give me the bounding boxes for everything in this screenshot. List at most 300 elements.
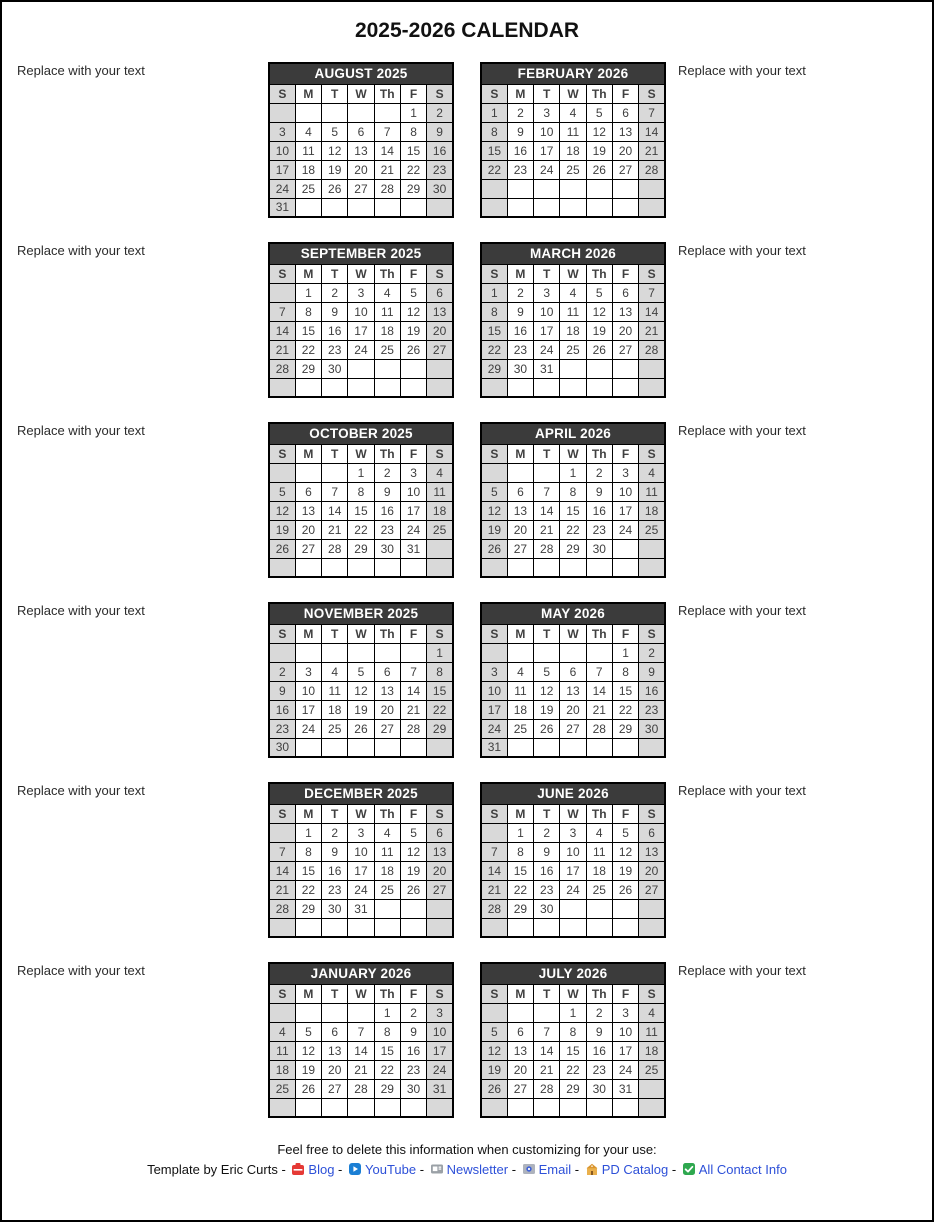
- day-cell: 28: [586, 719, 612, 738]
- day-header-cell: W: [560, 264, 586, 283]
- day-cell: 29: [507, 899, 533, 918]
- youtube-link[interactable]: YouTube: [365, 1162, 417, 1177]
- day-header-cell: S: [639, 984, 665, 1003]
- day-cell: [400, 378, 426, 397]
- day-cell: 17: [534, 321, 560, 340]
- day-cell: 11: [322, 681, 348, 700]
- day-cell: [269, 1003, 295, 1022]
- day-cell: 6: [427, 283, 453, 302]
- day-cell: 8: [481, 122, 507, 141]
- pd-catalog-link[interactable]: PD Catalog: [601, 1162, 669, 1177]
- month-title: APRIL 2026: [481, 423, 665, 444]
- day-cell: 6: [322, 1022, 348, 1041]
- day-cell: [507, 1098, 533, 1117]
- day-cell: [586, 918, 612, 937]
- day-cell: 30: [269, 738, 295, 757]
- day-cell: 27: [639, 880, 665, 899]
- day-cell: 11: [639, 482, 665, 501]
- calendar-row: [2, 602, 932, 758]
- day-cell: 10: [269, 141, 295, 160]
- week-row: [481, 662, 665, 681]
- day-cell: 30: [639, 719, 665, 738]
- day-header-cell: S: [639, 804, 665, 823]
- day-cell: [639, 359, 665, 378]
- day-header-row: [481, 264, 665, 283]
- side-text-left[interactable]: Replace with your text: [17, 783, 145, 798]
- day-cell: 22: [481, 160, 507, 179]
- day-header-cell: F: [400, 84, 426, 103]
- day-header-cell: S: [269, 84, 295, 103]
- day-cell: 6: [427, 823, 453, 842]
- day-cell: 28: [639, 160, 665, 179]
- day-cell: 2: [322, 283, 348, 302]
- day-header-cell: Th: [586, 804, 612, 823]
- month-title-row: [481, 243, 665, 264]
- week-row: [481, 359, 665, 378]
- day-cell: 29: [560, 539, 586, 558]
- day-cell: 22: [612, 700, 638, 719]
- week-row: [481, 539, 665, 558]
- day-cell: 4: [295, 122, 321, 141]
- day-cell: 3: [348, 283, 374, 302]
- day-cell: 9: [639, 662, 665, 681]
- day-cell: 29: [374, 1079, 400, 1098]
- day-cell: [612, 179, 638, 198]
- day-cell: [560, 643, 586, 662]
- side-text-right[interactable]: Replace with your text: [678, 603, 806, 618]
- day-cell: 1: [560, 463, 586, 482]
- month-title: JUNE 2026: [481, 783, 665, 804]
- day-cell: 15: [560, 501, 586, 520]
- day-cell: 24: [295, 719, 321, 738]
- day-cell: [586, 643, 612, 662]
- day-cell: 20: [295, 520, 321, 539]
- day-cell: 26: [481, 539, 507, 558]
- week-row: [481, 681, 665, 700]
- day-cell: [612, 918, 638, 937]
- day-header-cell: F: [612, 444, 638, 463]
- side-text-left[interactable]: Replace with your text: [17, 603, 145, 618]
- month-title-row: [481, 423, 665, 444]
- day-cell: 14: [639, 122, 665, 141]
- day-cell: 7: [322, 482, 348, 501]
- week-row: [269, 1079, 453, 1098]
- day-header-cell: S: [481, 84, 507, 103]
- day-cell: 16: [400, 1041, 426, 1060]
- day-header-cell: M: [507, 84, 533, 103]
- day-cell: 8: [295, 302, 321, 321]
- day-cell: [374, 1098, 400, 1117]
- day-cell: 25: [639, 520, 665, 539]
- day-cell: [560, 1098, 586, 1117]
- month-title-row: [269, 783, 453, 804]
- day-cell: 17: [612, 501, 638, 520]
- day-cell: 16: [534, 861, 560, 880]
- week-row: [269, 880, 453, 899]
- day-cell: [612, 738, 638, 757]
- day-cell: 12: [400, 842, 426, 861]
- side-text-right[interactable]: Replace with your text: [678, 63, 806, 78]
- day-cell: 26: [612, 880, 638, 899]
- separator: -: [668, 1162, 680, 1177]
- day-header-cell: T: [322, 444, 348, 463]
- separator: -: [277, 1162, 290, 1177]
- day-cell: [374, 738, 400, 757]
- day-cell: [612, 899, 638, 918]
- week-row: [269, 1003, 453, 1022]
- day-cell: [269, 823, 295, 842]
- day-cell: 16: [322, 321, 348, 340]
- day-cell: 12: [295, 1041, 321, 1060]
- day-cell: 1: [400, 103, 426, 122]
- day-cell: 7: [586, 662, 612, 681]
- day-cell: 29: [295, 899, 321, 918]
- day-cell: 1: [612, 643, 638, 662]
- day-cell: 22: [560, 520, 586, 539]
- week-row: [269, 539, 453, 558]
- day-cell: 27: [427, 880, 453, 899]
- day-cell: [322, 918, 348, 937]
- day-header-cell: S: [481, 444, 507, 463]
- day-cell: 13: [322, 1041, 348, 1060]
- day-cell: [348, 198, 374, 217]
- day-cell: [481, 823, 507, 842]
- day-cell: 17: [269, 160, 295, 179]
- day-cell: 17: [612, 1041, 638, 1060]
- day-cell: 2: [586, 463, 612, 482]
- footer-note: Feel free to delete this information when customizing for your use:: [277, 1142, 657, 1157]
- day-cell: 13: [348, 141, 374, 160]
- day-cell: 2: [586, 1003, 612, 1022]
- day-cell: 24: [481, 719, 507, 738]
- day-cell: 8: [612, 662, 638, 681]
- day-cell: 23: [586, 520, 612, 539]
- day-cell: 5: [400, 823, 426, 842]
- day-cell: 28: [481, 899, 507, 918]
- day-cell: [348, 738, 374, 757]
- side-text-left[interactable]: Replace with your text: [17, 963, 145, 978]
- day-cell: [427, 378, 453, 397]
- day-cell: 21: [269, 880, 295, 899]
- day-cell: 13: [427, 842, 453, 861]
- day-cell: 2: [400, 1003, 426, 1022]
- day-cell: 30: [586, 539, 612, 558]
- day-cell: 18: [374, 321, 400, 340]
- week-row: [269, 899, 453, 918]
- week-row: [481, 378, 665, 397]
- day-cell: 29: [560, 1079, 586, 1098]
- day-header-cell: T: [534, 984, 560, 1003]
- month-title: NOVEMBER 2025: [269, 603, 453, 624]
- day-cell: [295, 738, 321, 757]
- day-cell: 3: [534, 283, 560, 302]
- day-header-cell: Th: [586, 444, 612, 463]
- day-header-cell: Th: [586, 84, 612, 103]
- day-cell: 25: [427, 520, 453, 539]
- day-cell: 14: [586, 681, 612, 700]
- day-cell: [586, 558, 612, 577]
- day-cell: 11: [639, 1022, 665, 1041]
- day-cell: 24: [348, 880, 374, 899]
- day-cell: 6: [612, 103, 638, 122]
- day-cell: [348, 1003, 374, 1022]
- day-header-cell: M: [507, 804, 533, 823]
- day-cell: 19: [534, 700, 560, 719]
- day-cell: 26: [295, 1079, 321, 1098]
- day-cell: [374, 558, 400, 577]
- week-row: [481, 700, 665, 719]
- day-cell: 26: [534, 719, 560, 738]
- day-header-cell: F: [612, 264, 638, 283]
- day-header-cell: W: [348, 264, 374, 283]
- email-link[interactable]: Email: [538, 1162, 572, 1177]
- week-row: [269, 378, 453, 397]
- day-cell: [612, 359, 638, 378]
- day-cell: [400, 918, 426, 937]
- day-cell: 20: [348, 160, 374, 179]
- day-cell: [612, 539, 638, 558]
- day-cell: 28: [400, 719, 426, 738]
- day-cell: 2: [507, 103, 533, 122]
- day-cell: 14: [269, 321, 295, 340]
- day-cell: [427, 899, 453, 918]
- day-cell: 12: [348, 681, 374, 700]
- day-cell: 26: [586, 160, 612, 179]
- month-title: MARCH 2026: [481, 243, 665, 264]
- day-cell: 3: [612, 1003, 638, 1022]
- day-cell: 29: [295, 359, 321, 378]
- day-cell: 5: [481, 482, 507, 501]
- day-cell: 3: [269, 122, 295, 141]
- day-cell: 5: [322, 122, 348, 141]
- day-cell: [481, 918, 507, 937]
- day-cell: 20: [322, 1060, 348, 1079]
- day-cell: [612, 558, 638, 577]
- calendar-row: [2, 62, 932, 218]
- week-row: [481, 340, 665, 359]
- day-cell: 30: [400, 1079, 426, 1098]
- day-cell: 22: [295, 880, 321, 899]
- day-cell: 3: [348, 823, 374, 842]
- week-row: [481, 719, 665, 738]
- day-cell: 11: [374, 302, 400, 321]
- day-cell: [400, 359, 426, 378]
- day-cell: 1: [295, 283, 321, 302]
- day-header-cell: T: [534, 84, 560, 103]
- day-cell: [560, 899, 586, 918]
- day-cell: 23: [534, 880, 560, 899]
- day-cell: 24: [534, 160, 560, 179]
- week-row: [481, 1079, 665, 1098]
- day-cell: [534, 1003, 560, 1022]
- day-header-cell: S: [639, 84, 665, 103]
- day-cell: 10: [534, 122, 560, 141]
- day-cell: 28: [348, 1079, 374, 1098]
- day-cell: 26: [400, 880, 426, 899]
- day-cell: 12: [322, 141, 348, 160]
- day-cell: 21: [400, 700, 426, 719]
- month-title: MAY 2026: [481, 603, 665, 624]
- day-cell: [481, 1003, 507, 1022]
- day-cell: 21: [534, 520, 560, 539]
- day-cell: [639, 738, 665, 757]
- day-cell: 17: [348, 321, 374, 340]
- day-header-cell: M: [295, 804, 321, 823]
- day-cell: [534, 558, 560, 577]
- side-text-left[interactable]: Replace with your text: [17, 63, 145, 78]
- day-cell: 19: [295, 1060, 321, 1079]
- day-cell: [348, 1098, 374, 1117]
- month-calendar-august-2025: [268, 62, 454, 218]
- blog-link[interactable]: Blog: [308, 1162, 335, 1177]
- newsletter-icon: [430, 1162, 444, 1179]
- day-cell: 20: [507, 1060, 533, 1079]
- day-cell: [322, 378, 348, 397]
- month-calendar-march-2026: [480, 242, 666, 398]
- day-cell: 4: [427, 463, 453, 482]
- day-cell: 30: [374, 539, 400, 558]
- youtube-icon: [348, 1162, 362, 1179]
- day-cell: 5: [586, 103, 612, 122]
- day-header-row: [481, 624, 665, 643]
- week-row: [269, 918, 453, 937]
- day-cell: 4: [507, 662, 533, 681]
- day-cell: [586, 359, 612, 378]
- month-calendar-november-2025: [268, 602, 454, 758]
- day-cell: 9: [586, 1022, 612, 1041]
- separator: -: [571, 1162, 583, 1177]
- day-cell: 2: [374, 463, 400, 482]
- day-cell: [639, 918, 665, 937]
- day-cell: [295, 1003, 321, 1022]
- side-text-left[interactable]: Replace with your text: [17, 243, 145, 258]
- day-cell: 15: [481, 321, 507, 340]
- day-header-cell: S: [639, 264, 665, 283]
- day-cell: 13: [507, 501, 533, 520]
- day-cell: [507, 463, 533, 482]
- day-cell: [400, 1098, 426, 1117]
- day-cell: [481, 643, 507, 662]
- day-cell: 27: [295, 539, 321, 558]
- day-cell: 5: [481, 1022, 507, 1041]
- day-cell: 25: [586, 880, 612, 899]
- week-row: [269, 700, 453, 719]
- day-cell: [295, 558, 321, 577]
- day-cell: 28: [269, 899, 295, 918]
- day-cell: 18: [374, 861, 400, 880]
- day-cell: 3: [427, 1003, 453, 1022]
- day-header-cell: F: [400, 444, 426, 463]
- day-cell: 17: [400, 501, 426, 520]
- week-row: [269, 861, 453, 880]
- side-text-right[interactable]: Replace with your text: [678, 783, 806, 798]
- day-cell: 22: [427, 700, 453, 719]
- day-header-cell: M: [295, 264, 321, 283]
- day-cell: [374, 198, 400, 217]
- day-cell: 7: [374, 122, 400, 141]
- email-icon: [522, 1162, 536, 1179]
- side-text-right[interactable]: Replace with your text: [678, 423, 806, 438]
- side-text-right[interactable]: Replace with your text: [678, 243, 806, 258]
- day-cell: 19: [481, 520, 507, 539]
- week-row: [481, 643, 665, 662]
- day-cell: [534, 738, 560, 757]
- day-header-cell: W: [348, 984, 374, 1003]
- day-cell: 11: [560, 302, 586, 321]
- day-cell: 20: [639, 861, 665, 880]
- day-cell: 7: [639, 103, 665, 122]
- week-row: [481, 823, 665, 842]
- side-text-right[interactable]: Replace with your text: [678, 963, 806, 978]
- day-header-cell: S: [269, 804, 295, 823]
- day-cell: [269, 283, 295, 302]
- day-cell: 31: [534, 359, 560, 378]
- footer-links: [2, 1162, 932, 1179]
- all-contact-info-link[interactable]: All Contact Info: [698, 1162, 787, 1177]
- day-cell: 3: [534, 103, 560, 122]
- day-cell: 11: [560, 122, 586, 141]
- day-cell: 1: [560, 1003, 586, 1022]
- day-cell: 27: [322, 1079, 348, 1098]
- day-cell: [560, 179, 586, 198]
- month-title-row: [481, 783, 665, 804]
- day-cell: 7: [269, 842, 295, 861]
- day-cell: 14: [481, 861, 507, 880]
- day-cell: 2: [507, 283, 533, 302]
- month-calendar-december-2025: [268, 782, 454, 938]
- day-cell: 25: [269, 1079, 295, 1098]
- day-cell: [400, 198, 426, 217]
- day-cell: [481, 1098, 507, 1117]
- day-cell: 6: [348, 122, 374, 141]
- day-cell: 22: [295, 340, 321, 359]
- day-cell: 9: [400, 1022, 426, 1041]
- day-cell: 13: [507, 1041, 533, 1060]
- week-row: [269, 1041, 453, 1060]
- day-cell: 19: [269, 520, 295, 539]
- day-header-cell: T: [534, 624, 560, 643]
- day-cell: 8: [348, 482, 374, 501]
- month-calendar-may-2026: [480, 602, 666, 758]
- day-cell: [269, 378, 295, 397]
- day-cell: 25: [639, 1060, 665, 1079]
- day-cell: [507, 558, 533, 577]
- day-cell: 5: [586, 283, 612, 302]
- week-row: [481, 482, 665, 501]
- day-cell: 8: [507, 842, 533, 861]
- day-cell: 30: [322, 359, 348, 378]
- newsletter-link[interactable]: Newsletter: [446, 1162, 509, 1177]
- day-cell: 29: [348, 539, 374, 558]
- week-row: [481, 283, 665, 302]
- day-header-cell: M: [507, 624, 533, 643]
- day-header-cell: T: [322, 984, 348, 1003]
- day-cell: [400, 738, 426, 757]
- day-cell: 12: [481, 1041, 507, 1060]
- day-cell: 31: [612, 1079, 638, 1098]
- day-cell: [348, 643, 374, 662]
- day-cell: [400, 558, 426, 577]
- side-text-left[interactable]: Replace with your text: [17, 423, 145, 438]
- day-cell: 12: [612, 842, 638, 861]
- day-cell: 11: [427, 482, 453, 501]
- day-cell: [374, 359, 400, 378]
- month-title-row: [269, 63, 453, 84]
- week-row: [269, 738, 453, 757]
- week-row: [269, 520, 453, 539]
- day-cell: 25: [560, 340, 586, 359]
- day-cell: 18: [507, 700, 533, 719]
